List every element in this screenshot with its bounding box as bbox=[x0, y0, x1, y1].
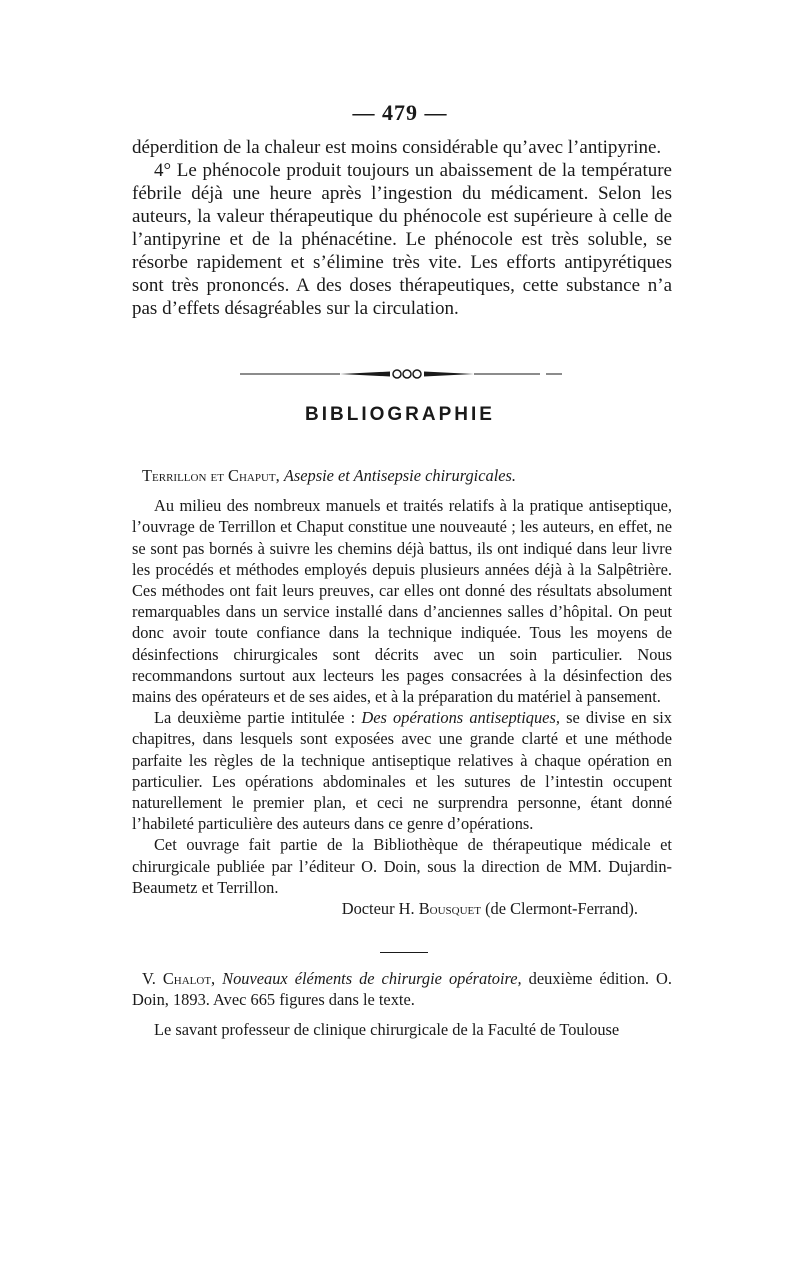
review-1-citation bbox=[132, 465, 672, 486]
signature-name: Bousquet bbox=[418, 899, 481, 919]
signature-prefix: Docteur H. bbox=[341, 899, 415, 919]
ornament-divider bbox=[240, 368, 570, 380]
review-2-details: deuxième édition. O. Doin, 1893. Avec 665 figures dans le texte. bbox=[132, 969, 672, 1010]
review-2-author-initial: V. bbox=[142, 969, 156, 988]
review-1-paragraph-2-title: Des opérations antiseptiques, bbox=[361, 708, 560, 728]
page-number: — 479 — bbox=[352, 100, 448, 125]
review-1-signature bbox=[132, 898, 672, 919]
review-chalot bbox=[132, 968, 672, 1041]
top-paragraph-1: déperdition de la chaleur est moins considérable qu’avec l’antipyrine. bbox=[132, 137, 662, 158]
review-terrillon-chaput bbox=[132, 465, 672, 919]
review-1-paragraph-2-start: La deuxième partie intitulée : bbox=[154, 708, 356, 728]
review-2-author-name: Chalot, bbox=[162, 969, 216, 988]
review-2-title: Nouveaux éléments de chirurgie opératoire, bbox=[222, 969, 522, 988]
review-1-paragraph-3: Cet ouvrage fait partie de la Bibliothèque de thérapeutique médicale et chirurgicale publiée par l’éditeur O. Doin, sous la direction de MM. Dujardin-Beaumetz et Terrillon. bbox=[132, 835, 672, 897]
top-section bbox=[132, 136, 672, 320]
signature-suffix: (de Clermont-Ferrand). bbox=[485, 899, 638, 919]
review-2-citation bbox=[132, 968, 672, 1010]
review-1-title: Asepsie et Antisepsie chirurgicales. bbox=[283, 466, 517, 485]
review-2-paragraph-1: Le savant professeur de clinique chirurgicale de la Faculté de Toulouse bbox=[154, 1020, 620, 1040]
review-1-authors: Terrillon et Chaput, bbox=[142, 466, 280, 485]
top-paragraph-2: 4° Le phénocole produit toujours un abaissement de la température fébrile déjà une heure après l’ingestion du médicament. Selon les auteurs, la valeur thérapeutique du phénocole est supérieure à celle de l’antipyrine et de la phénacétine. Le phénocole est très soluble, se résorbe rapidement et s’élimine très vite. Les efforts antipyrétiques sont très prononcés. A des doses thérapeutiques, cette substance n’a pas d’effets désagréables sur la circulation. bbox=[132, 160, 672, 319]
bibliography-heading: BIBLIOGRAPHIE bbox=[305, 404, 495, 425]
review-separator-rule bbox=[380, 952, 428, 953]
review-1-paragraph-2 bbox=[132, 707, 672, 834]
review-1-paragraph-2-rest: se divise en six chapitres, dans lesquels sont exposées avec une grande clarté et une méthode parfaite les règles de la technique antiseptique relatives à chaque opération en particulier. Les opérations abdominales et les sutures de l’intestin occupent naturellement le premier plan, et ceci ne surprendra personne, étant donné l’habileté particulière des auteurs dans ce genre d’opérations. bbox=[132, 708, 672, 834]
review-1-paragraph-1: Au milieu des nombreux manuels et traités relatifs à la pratique antiseptique, l’ouvrage de Terrillon et Chaput constitue une nouveauté ; les auteurs, en effet, ne se sont pas bornés à suivre les chemins déjà battus, ils ont indiqué dans leur livre les procédés et méthodes employés depuis plusieurs années déjà à la Salpêtrière. Ces méthodes ont fait leurs preuves, car elles ont donné des résultats absolument remarquables dans un service installé dans d’anciennes salles d’hôpital. On peut donc avoir toute confiance dans la technique indiquée. Tous les moyens de désinfections chirurgicales sont décrits avec un soin particulier. Nous recommandons surtout aux lecteurs les pages consacrées à la désinfection des mains des opérateurs et de ses aides, et à la préparation du matériel à pansement. bbox=[132, 496, 672, 707]
